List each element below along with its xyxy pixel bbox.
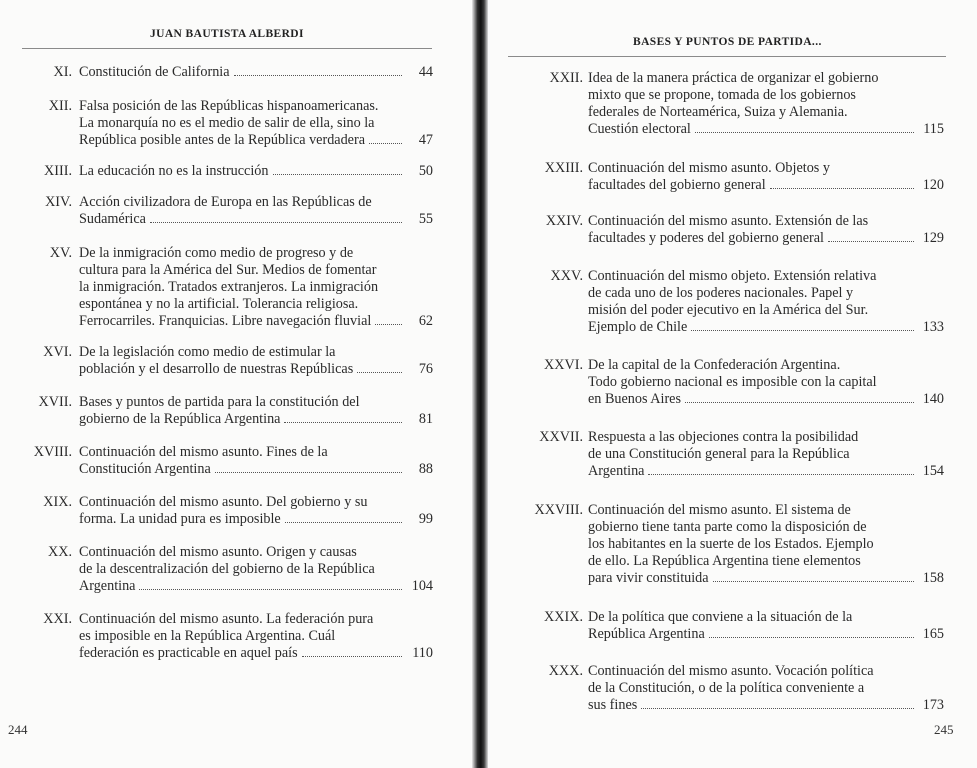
right-page (488, 0, 977, 768)
page-reference: 99 (418, 511, 433, 527)
dot-leader (139, 589, 402, 590)
chapter-number: XVI. (43, 344, 72, 360)
chapter-title-line: gobierno de la República Argentina (79, 411, 281, 427)
toc-entry (488, 268, 958, 336)
toc-entry (488, 70, 958, 138)
chapter-title-line: Sudamérica (79, 211, 146, 227)
chapter-title-line: Continuación del mismo asunto. Vocación política (588, 663, 874, 679)
toc-entry (488, 429, 958, 480)
toc-entry (488, 502, 958, 587)
chapter-title-line: de la Constitución, o de la política conveniente a (588, 680, 865, 696)
chapter-title (79, 611, 406, 662)
page-reference: 140 (922, 391, 944, 407)
chapter-title (79, 444, 406, 478)
chapter-title-last-line (588, 230, 918, 247)
chapter-number: XVII. (38, 394, 72, 410)
chapter-title (588, 609, 918, 643)
page-reference: 129 (922, 230, 944, 246)
chapter-title-line: de ello. La República Argentina tiene elementos (588, 553, 861, 569)
page-reference: 88 (418, 461, 433, 477)
chapter-title (588, 502, 918, 587)
chapter-title-line: La educación no es la instrucción (79, 163, 269, 179)
header-rule (22, 48, 432, 49)
dot-leader (770, 188, 914, 189)
page-reference: 55 (418, 211, 433, 227)
chapter-title (588, 429, 918, 480)
toc-entry (488, 213, 958, 247)
chapter-title-line: De la capital de la Confederación Argentina. (588, 357, 841, 373)
chapter-title-line: Continuación del mismo asunto. Origen y causas (79, 544, 357, 560)
chapter-title (588, 268, 918, 336)
page-reference: 81 (418, 411, 433, 427)
dot-leader (357, 372, 402, 373)
chapter-number: XIII. (44, 163, 72, 179)
toc-entry (0, 394, 440, 428)
chapter-title-line: población y el desarrollo de nuestras Repúblicas (79, 361, 354, 377)
chapter-title (79, 544, 406, 595)
chapter-title (79, 394, 406, 428)
page-reference: 44 (418, 64, 433, 80)
chapter-title (79, 194, 406, 228)
page-reference: 173 (922, 697, 944, 713)
chapter-title-line: Continuación del mismo asunto. El sistema de (588, 502, 851, 518)
chapter-title-last-line (79, 163, 406, 180)
toc-entry (0, 194, 440, 228)
dot-leader (685, 402, 914, 403)
chapter-title-last-line (79, 64, 406, 81)
page-reference: 104 (411, 578, 433, 594)
toc-entry (0, 163, 440, 180)
chapter-title-line: espontánea y no la artificial. Tolerancia religiosa. (79, 296, 359, 312)
dot-leader (273, 174, 403, 175)
toc-entry (0, 611, 440, 662)
chapter-number: XXIII. (544, 160, 583, 176)
page-reference: 165 (922, 626, 944, 642)
chapter-title-line: gobierno tiene tanta parte como la disposición de (588, 519, 867, 535)
running-head-author: JUAN BAUTISTA ALBERDI (150, 28, 304, 40)
chapter-title (79, 344, 406, 378)
chapter-title-line: de una Constitución general para la República (588, 446, 850, 462)
chapter-title-line: República posible antes de la República verdadera (79, 132, 366, 148)
dot-leader (648, 474, 914, 475)
toc-entry (0, 64, 440, 81)
dot-leader (709, 637, 914, 638)
chapter-title-line: Argentina (79, 578, 136, 594)
chapter-title-line: forma. La unidad pura es imposible (79, 511, 281, 527)
chapter-title-line: Continuación del mismo objeto. Extensión relativa (588, 268, 877, 284)
chapter-title-last-line (79, 132, 406, 149)
page-reference: 110 (412, 645, 433, 661)
chapter-title-line: cultura para la América del Sur. Medios de fomentar (79, 262, 377, 278)
dot-leader (302, 656, 402, 657)
header-rule (508, 56, 946, 57)
chapter-number: XI. (53, 64, 72, 80)
chapter-title-line: Cuestión electoral (588, 121, 691, 137)
table-of-contents-right (488, 70, 958, 714)
dot-leader (215, 472, 402, 473)
chapter-number: XVIII. (33, 444, 72, 460)
chapter-title (588, 70, 918, 138)
chapter-title-last-line (79, 411, 406, 428)
chapter-title-line: facultades y poderes del gobierno general (588, 230, 824, 246)
chapter-title-line: la inmigración. Tratados extranjeros. La inmigración (79, 279, 379, 295)
chapter-title-line: Argentina (588, 463, 645, 479)
chapter-title-last-line (588, 319, 918, 336)
chapter-title-last-line (79, 645, 406, 662)
dot-leader (375, 324, 402, 325)
chapter-title (588, 663, 918, 714)
toc-entry (488, 160, 958, 194)
chapter-title (79, 64, 406, 81)
chapter-title-last-line (79, 211, 406, 228)
chapter-title-line: De la inmigración como medio de progreso y de (79, 245, 354, 261)
toc-entry (488, 357, 958, 408)
chapter-title-line: República Argentina (588, 626, 705, 642)
chapter-title-line: Continuación del mismo asunto. Fines de la (79, 444, 328, 460)
chapter-title-line: De la legislación como medio de estimular la (79, 344, 336, 360)
chapter-title-last-line (79, 313, 406, 330)
chapter-number: XXX. (548, 663, 583, 679)
toc-entry (488, 609, 958, 643)
chapter-title-line: misión del poder ejecutivo en la América del Sur. (588, 302, 869, 318)
running-head-title: BASES Y PUNTOS DE PARTIDA... (633, 36, 822, 48)
dot-leader (828, 241, 914, 242)
chapter-number: XXII. (549, 70, 583, 86)
chapter-title-line: Falsa posición de las Repúblicas hispanoamericanas. (79, 98, 379, 114)
chapter-number: XV. (49, 245, 72, 261)
chapter-title-last-line (79, 361, 406, 378)
chapter-title-line: Continuación del mismo asunto. La federación pura (79, 611, 374, 627)
chapter-title-line: sus fines (588, 697, 638, 713)
page-reference: 47 (418, 132, 433, 148)
chapter-title-line: mixto que se propone, tomada de los gobiernos (588, 87, 856, 103)
toc-entry (488, 663, 958, 714)
chapter-title-line: Continuación del mismo asunto. Objetos y (588, 160, 830, 176)
chapter-title (79, 163, 406, 180)
chapter-title-line: federación es practicable en aquel país (79, 645, 298, 661)
chapter-title-line: Ferrocarriles. Franquicias. Libre navegación fluvial (79, 313, 372, 329)
toc-entry (0, 98, 440, 149)
page-reference: 154 (922, 463, 944, 479)
chapter-title-line: Continuación del mismo asunto. Del gobierno y su (79, 494, 368, 510)
chapter-title-line: en Buenos Aires (588, 391, 681, 407)
chapter-number: XX. (47, 544, 72, 560)
chapter-title-last-line (588, 697, 918, 714)
chapter-title-last-line (588, 570, 918, 587)
dot-leader (369, 143, 402, 144)
chapter-number: XII. (48, 98, 72, 114)
chapter-title-line: Constitución de California (79, 64, 230, 80)
chapter-title-line: Continuación del mismo asunto. Extensión de las (588, 213, 869, 229)
chapter-number: XXV. (550, 268, 583, 284)
chapter-number: XXI. (43, 611, 72, 627)
page-number-right: 245 (934, 722, 954, 737)
chapter-title-last-line (588, 177, 918, 194)
toc-entry (0, 444, 440, 478)
page-reference: 133 (922, 319, 944, 335)
page-reference: 158 (922, 570, 944, 586)
dot-leader (234, 75, 402, 76)
dot-leader (641, 708, 914, 709)
dot-leader (285, 522, 402, 523)
chapter-title-line: Ejemplo de Chile (588, 319, 688, 335)
toc-entry (0, 344, 440, 378)
chapter-title (79, 245, 406, 330)
chapter-title (79, 494, 406, 528)
chapter-title-last-line (588, 121, 918, 138)
chapter-title-last-line (79, 511, 406, 528)
dot-leader (150, 222, 402, 223)
chapter-title-line: de la descentralización del gobierno de la República (79, 561, 375, 577)
chapter-title (588, 357, 918, 408)
chapter-title (588, 213, 918, 247)
page-reference: 50 (418, 163, 433, 179)
table-of-contents-left (0, 64, 440, 662)
chapter-title (588, 160, 918, 194)
chapter-title-last-line (79, 578, 406, 595)
chapter-number: XXVII. (539, 429, 583, 445)
page-reference: 76 (418, 361, 433, 377)
chapter-title-line: los habitantes en la suerte de los Estados. Ejemplo (588, 536, 874, 552)
chapter-title-line: Constitución Argentina (79, 461, 211, 477)
chapter-title-line: es imposible en la República Argentina. Cuál (79, 628, 336, 644)
chapter-title-line: Idea de la manera práctica de organizar el gobierno (588, 70, 879, 86)
chapter-title-line: Bases y puntos de partida para la constitución del (79, 394, 360, 410)
chapter-title-line: Acción civilizadora de Europa en las Repúblicas de (79, 194, 372, 210)
dot-leader (284, 422, 402, 423)
dot-leader (695, 132, 914, 133)
toc-entry (0, 494, 440, 528)
chapter-title-last-line (79, 461, 406, 478)
chapter-number: XXVIII. (534, 502, 583, 518)
chapter-title-line: facultades del gobierno general (588, 177, 766, 193)
chapter-title-line: para vivir constituida (588, 570, 709, 586)
chapter-title-last-line (588, 391, 918, 408)
chapter-number: XXIV. (545, 213, 583, 229)
chapter-number: XXIX. (543, 609, 583, 625)
left-page (0, 0, 472, 768)
chapter-title-line: La monarquía no es el medio de salir de ella, sino la (79, 115, 375, 131)
chapter-title-line: federales de Norteamérica, Suiza y Alemania. (588, 104, 848, 120)
book-gutter (472, 0, 488, 768)
toc-entry (0, 245, 440, 330)
chapter-title-line: De la política que conviene a la situación de la (588, 609, 853, 625)
page-reference: 115 (923, 121, 944, 137)
page-reference: 62 (418, 313, 433, 329)
chapter-title-last-line (588, 463, 918, 480)
chapter-title-last-line (588, 626, 918, 643)
chapter-number: XIX. (43, 494, 72, 510)
page-reference: 120 (922, 177, 944, 193)
chapter-number: XIV. (45, 194, 72, 210)
chapter-title (79, 98, 406, 149)
chapter-title-line: Todo gobierno nacional es imposible con la capital (588, 374, 877, 390)
page-number-left: 244 (8, 722, 28, 737)
chapter-number: XXVI. (543, 357, 583, 373)
toc-entry (0, 544, 440, 595)
dot-leader (691, 330, 914, 331)
chapter-title-line: Respuesta a las objeciones contra la posibilidad (588, 429, 859, 445)
chapter-title-line: de cada uno de los poderes nacionales. Papel y (588, 285, 854, 301)
dot-leader (713, 581, 914, 582)
